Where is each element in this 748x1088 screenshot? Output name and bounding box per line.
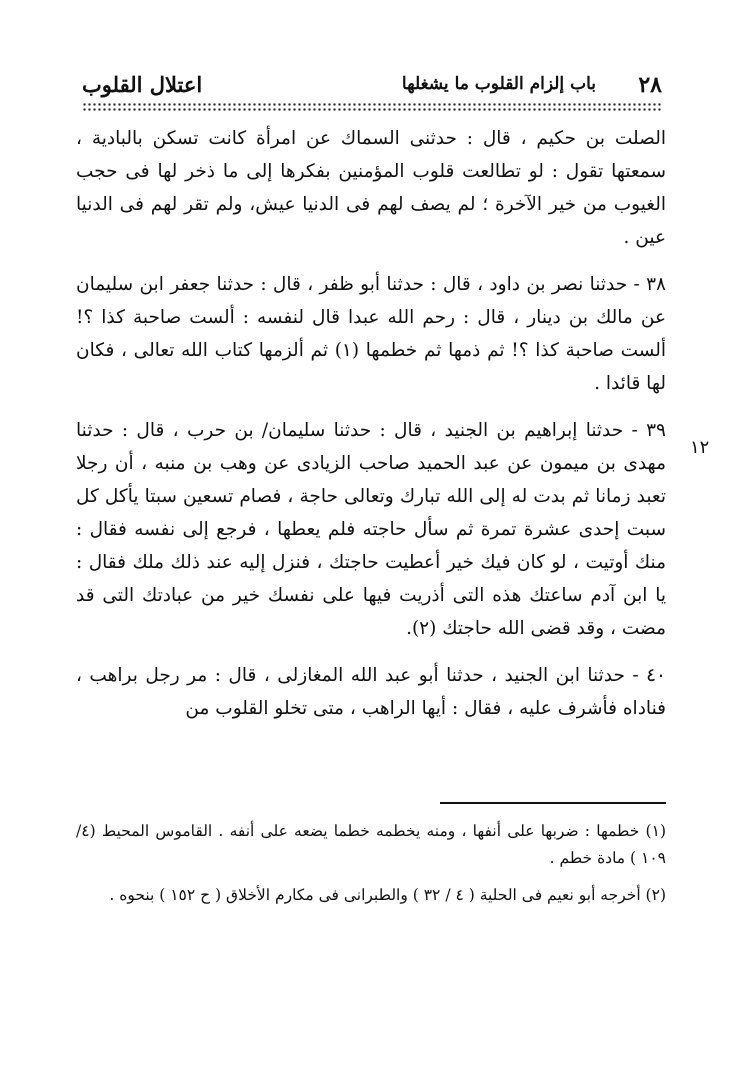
footnote-2: (٢) أخرجه أبو نعيم فى الحلية ( ٤ / ٣٢ ) والطبرانى فى مكارم الأخلاق ( ح ١٥٢ ) بنحوه .	[109, 886, 666, 904]
margin-folio-number: ١٢	[690, 437, 710, 458]
main-text	[76, 122, 666, 725]
paragraph-gap	[76, 254, 666, 268]
footnotes	[76, 818, 666, 919]
paragraph-continuation: الصلت بن حكيم ، قال : حدثنى السماك عن امرأة كانت تسكن بالبادية ، سمعتها تقول : لو تطالعت قلوب المؤمنين بفكرها إلى ما ذخر لها فى حجب الغيوب من خير الآخرة ؛ لم يصف لهم فى الدنيا عيش، ولم تقر لهم فى الدنيا عين .	[76, 128, 666, 248]
footnote-1: (١) خطمها : ضربها على أنفها ، ومنه يخطمه خطما يضعه على أنفه . القاموس المحيط (٤/ ١٠٩ ) مادة خطم .	[76, 822, 666, 867]
paragraph-gap	[76, 645, 666, 659]
paragraph-40: ٤٠ - حدثنا ابن الجنيد ، حدثنا أبو عبد الله المغازلى ، قال : مر رجل براهب ، فناداه فأشرف عليه ، فقال : أيها الراهب ، متى تخلو القلوب من	[76, 665, 666, 719]
paragraph-39: ٣٩ - حدثنا إبراهيم بن الجنيد ، قال : حدثنا سليمان/ بن حرب ، قال : حدثنا مهدى بن ميمون عن عبد الحميد صاحب الزيادى عن وهب بن منبه ، أن رجلا تعبد زمانا ثم بدت له إلى الله تبارك وتعالى حاجة ، فصام تسعين سبتا يأكل كل سبت إحدى عشرة تمرة ثم سأل حاجته فلم يعطها ، فرجع إلى نفسه فقال : منك أوتيت ، لو كان فيك خير أعطيت حاجتك ، فنزل إليه عند ذلك ملك فقال : يا ابن آدم ساعتك هذه التى أذريت فيها على نفسك خير من عبادتك التى قد مضت ، وقد قضى الله حاجتك (٢).	[76, 420, 666, 639]
book-title: اعتلال القلوب	[82, 72, 203, 97]
paragraph-38: ٣٨ - حدثنا نصر بن داود ، قال : حدثنا أبو ظفر ، قال : حدثنا جعفر ابن سليمان عن مالك بن دينار ، قال : رحم الله عبدا قال لنفسه : ألست صاحبة كذا ؟! ألست صاحبة كذا ؟! ثم ذمها ثم خطمها (١) ثم ألزمها كتاب الله تعالى ، فكان لها قائدا .	[76, 274, 667, 394]
footnote-divider	[440, 802, 666, 804]
paragraph-gap	[76, 400, 666, 414]
page-number: ٢٨	[638, 72, 662, 98]
chapter-title: باب إلزام القلوب ما يشغلها	[401, 74, 596, 94]
running-header	[82, 72, 662, 100]
header-divider	[82, 102, 662, 112]
